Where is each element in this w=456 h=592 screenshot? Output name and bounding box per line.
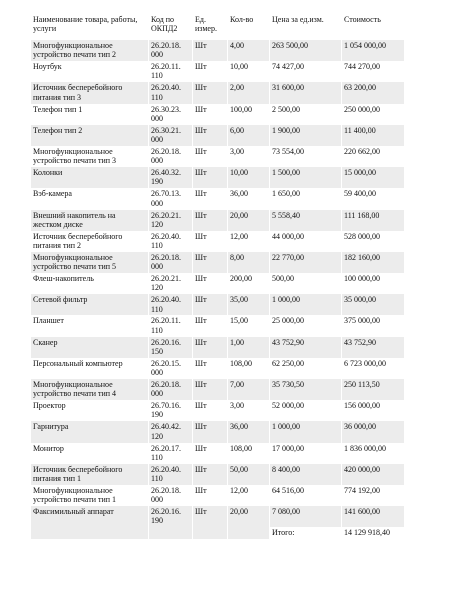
cell-cost: 100 000,00 (341, 273, 404, 294)
cell-unit-price: 73 554,00 (269, 146, 341, 167)
table-row (30, 252, 404, 273)
cell-item-name: Ноутбук (30, 61, 148, 82)
cell-okpd2-code: 26.20.40. 110 (148, 82, 192, 103)
cell-cost: 15 000,00 (341, 167, 404, 188)
cell-quantity: 36,00 (227, 421, 269, 442)
cell-unit: Шт (192, 146, 227, 167)
table-row (30, 379, 404, 400)
cell-item-name: Многофункциональное устройство печати тип 1 (30, 485, 148, 506)
cell-cost: 182 160,00 (341, 252, 404, 273)
cell-item-name: Многофункциональное устройство печати тип 4 (30, 379, 148, 400)
table-row (30, 294, 404, 315)
cell-cost: 744 270,00 (341, 61, 404, 82)
cell-quantity: 3,00 (227, 400, 269, 421)
cell-okpd2-code: 26.20.16. 150 (148, 337, 192, 358)
cell-unit: Шт (192, 61, 227, 82)
cell-okpd2-code: 26.40.32. 190 (148, 167, 192, 188)
cell-unit-price: 1 650,00 (269, 188, 341, 209)
cell-quantity: 8,00 (227, 252, 269, 273)
cell-cost: 1 054 000,00 (341, 40, 404, 61)
header-quantity: Кол-во (227, 14, 269, 40)
table-row (30, 167, 404, 188)
cell-item-name: Планшет (30, 315, 148, 336)
cell-cost: 36 000,00 (341, 421, 404, 442)
cell-quantity: 200,00 (227, 273, 269, 294)
cell-item-name: Сетевой фильтр (30, 294, 148, 315)
cell-quantity: 108,00 (227, 443, 269, 464)
cell-unit-price: 25 000,00 (269, 315, 341, 336)
cell-unit-price: 1 500,00 (269, 167, 341, 188)
cell-item-name: Внешний накопитель на жестком диске (30, 210, 148, 231)
cell-unit: Шт (192, 40, 227, 61)
cell-unit-price: 17 000,00 (269, 443, 341, 464)
cell-unit-price: 1 000,00 (269, 294, 341, 315)
cell-quantity: 4,00 (227, 40, 269, 61)
header-unit: Ед. измер. (192, 14, 227, 40)
cell-okpd2-code: 26.20.18. 000 (148, 485, 192, 506)
table-row (30, 231, 404, 252)
cell-cost: 6 723 000,00 (341, 358, 404, 379)
header-cost: Стоимость (341, 14, 404, 40)
table-footer (30, 527, 404, 539)
total-value: 14 129 918,40 (341, 527, 404, 539)
cell-cost: 250 000,00 (341, 104, 404, 125)
cell-okpd2-code: 26.40.42. 120 (148, 421, 192, 442)
table-row (30, 104, 404, 125)
cell-cost: 774 192,00 (341, 485, 404, 506)
table-row (30, 210, 404, 231)
cell-unit-price: 64 516,00 (269, 485, 341, 506)
cell-quantity: 6,00 (227, 125, 269, 146)
cell-unit: Шт (192, 400, 227, 421)
cell-unit: Шт (192, 210, 227, 231)
table-row (30, 506, 404, 527)
cell-okpd2-code: 26.20.16. 190 (148, 506, 192, 527)
cell-okpd2-code: 26.20.40. 110 (148, 464, 192, 485)
cell-unit: Шт (192, 485, 227, 506)
cell-unit: Шт (192, 273, 227, 294)
cell-okpd2-code: 26.20.18. 000 (148, 40, 192, 61)
cell-quantity: 10,00 (227, 167, 269, 188)
cell-quantity: 10,00 (227, 61, 269, 82)
cell-okpd2-code: 26.20.15. 000 (148, 358, 192, 379)
cell-unit-price: 35 730,50 (269, 379, 341, 400)
cell-unit-price: 263 500,00 (269, 40, 341, 61)
cell-cost: 35 000,00 (341, 294, 404, 315)
cell-unit: Шт (192, 188, 227, 209)
table-row (30, 40, 404, 61)
cell-okpd2-code: 26.20.11. 110 (148, 61, 192, 82)
header-row (30, 14, 404, 40)
cell-unit-price: 5 558,40 (269, 210, 341, 231)
cell-okpd2-code: 26.20.11. 110 (148, 315, 192, 336)
cell-cost: 111 168,00 (341, 210, 404, 231)
cell-unit: Шт (192, 464, 227, 485)
cell-unit-price: 22 770,00 (269, 252, 341, 273)
cell-cost: 375 000,00 (341, 315, 404, 336)
total-spacer-cell (148, 527, 192, 539)
cell-cost: 59 400,00 (341, 188, 404, 209)
table-row (30, 61, 404, 82)
cell-okpd2-code: 26.30.21. 000 (148, 125, 192, 146)
cell-unit-price: 8 400,00 (269, 464, 341, 485)
header-unit-price: Цена за ед.изм. (269, 14, 341, 40)
cell-item-name: Проектор (30, 400, 148, 421)
table-row (30, 315, 404, 336)
cell-item-name: Флеш-накопитель (30, 273, 148, 294)
cell-okpd2-code: 26.20.18. 000 (148, 146, 192, 167)
cell-item-name: Многофункциональное устройство печати тип 5 (30, 252, 148, 273)
table-row (30, 82, 404, 103)
cell-item-name: Многофункциональное устройство печати тип 3 (30, 146, 148, 167)
cell-unit: Шт (192, 82, 227, 103)
table-row (30, 125, 404, 146)
cell-cost: 63 200,00 (341, 82, 404, 103)
header-okpd2-code: Код по ОКПД2 (148, 14, 192, 40)
cell-unit-price: 44 000,00 (269, 231, 341, 252)
cell-item-name: Факсимильный аппарат (30, 506, 148, 527)
cell-item-name: Телефон тип 1 (30, 104, 148, 125)
cell-unit: Шт (192, 506, 227, 527)
cell-quantity: 3,00 (227, 146, 269, 167)
cell-item-name: Сканер (30, 337, 148, 358)
cell-quantity: 2,00 (227, 82, 269, 103)
cell-item-name: Колонки (30, 167, 148, 188)
cell-unit: Шт (192, 125, 227, 146)
cell-item-name: Монитор (30, 443, 148, 464)
cell-unit: Шт (192, 337, 227, 358)
header-item-name: Наименование товара, работы, услуги (30, 14, 148, 40)
cell-quantity: 100,00 (227, 104, 269, 125)
cell-unit: Шт (192, 104, 227, 125)
cell-item-name: Источник бесперебойного питания тип 2 (30, 231, 148, 252)
cell-cost: 1 836 000,00 (341, 443, 404, 464)
cell-unit: Шт (192, 294, 227, 315)
total-row (30, 527, 404, 539)
cell-okpd2-code: 26.20.18. 000 (148, 379, 192, 400)
table-body (30, 40, 404, 527)
cell-item-name: Гарнитура (30, 421, 148, 442)
cell-unit: Шт (192, 252, 227, 273)
cell-cost: 528 000,00 (341, 231, 404, 252)
cell-unit: Шт (192, 231, 227, 252)
cell-quantity: 15,00 (227, 315, 269, 336)
total-spacer-cell (192, 527, 227, 539)
table-row (30, 443, 404, 464)
table-row (30, 464, 404, 485)
cell-quantity: 20,00 (227, 506, 269, 527)
table-row (30, 400, 404, 421)
cell-unit-price: 74 427,00 (269, 61, 341, 82)
total-spacer-cell (30, 527, 148, 539)
cell-cost: 141 600,00 (341, 506, 404, 527)
total-spacer-cell (227, 527, 269, 539)
table-row (30, 337, 404, 358)
cell-okpd2-code: 26.20.17. 110 (148, 443, 192, 464)
cell-okpd2-code: 26.20.40. 110 (148, 294, 192, 315)
table-row (30, 188, 404, 209)
cell-quantity: 7,00 (227, 379, 269, 400)
cell-unit-price: 1 000,00 (269, 421, 341, 442)
cell-cost: 156 000,00 (341, 400, 404, 421)
cell-okpd2-code: 26.20.21. 120 (148, 210, 192, 231)
cell-cost: 43 752,90 (341, 337, 404, 358)
cell-quantity: 108,00 (227, 358, 269, 379)
cell-cost: 420 000,00 (341, 464, 404, 485)
cell-unit: Шт (192, 167, 227, 188)
cell-item-name: Телефон тип 2 (30, 125, 148, 146)
table-row (30, 358, 404, 379)
cell-unit-price: 31 600,00 (269, 82, 341, 103)
cell-okpd2-code: 26.20.21. 120 (148, 273, 192, 294)
procurement-spec-sheet (30, 14, 404, 539)
table-row (30, 485, 404, 506)
cell-okpd2-code: 26.20.18. 000 (148, 252, 192, 273)
cell-unit-price: 1 900,00 (269, 125, 341, 146)
cell-okpd2-code: 26.70.13. 000 (148, 188, 192, 209)
cell-unit-price: 500,00 (269, 273, 341, 294)
cell-quantity: 36,00 (227, 188, 269, 209)
cell-unit-price: 2 500,00 (269, 104, 341, 125)
cell-unit: Шт (192, 358, 227, 379)
cell-item-name: Вэб-камера (30, 188, 148, 209)
cell-unit-price: 43 752,90 (269, 337, 341, 358)
cell-item-name: Источник бесперебойного питания тип 1 (30, 464, 148, 485)
cell-cost: 11 400,00 (341, 125, 404, 146)
cell-unit-price: 7 080,00 (269, 506, 341, 527)
cell-okpd2-code: 26.20.40. 110 (148, 231, 192, 252)
cell-cost: 250 113,50 (341, 379, 404, 400)
cell-quantity: 20,00 (227, 210, 269, 231)
cell-okpd2-code: 26.70.16. 190 (148, 400, 192, 421)
total-label: Итого: (269, 527, 341, 539)
cell-unit: Шт (192, 421, 227, 442)
cell-quantity: 12,00 (227, 231, 269, 252)
table-row (30, 146, 404, 167)
table-header (30, 14, 404, 40)
cell-unit: Шт (192, 443, 227, 464)
cell-quantity: 12,00 (227, 485, 269, 506)
cell-okpd2-code: 26.30.23. 000 (148, 104, 192, 125)
cell-unit-price: 62 250,00 (269, 358, 341, 379)
table-row (30, 273, 404, 294)
cell-unit: Шт (192, 379, 227, 400)
cell-quantity: 1,00 (227, 337, 269, 358)
cell-item-name: Источник бесперебойного питания тип 3 (30, 82, 148, 103)
table-row (30, 421, 404, 442)
cell-quantity: 50,00 (227, 464, 269, 485)
cell-unit: Шт (192, 315, 227, 336)
cell-unit-price: 52 000,00 (269, 400, 341, 421)
cell-cost: 220 662,00 (341, 146, 404, 167)
cell-item-name: Многофункциональное устройство печати тип 2 (30, 40, 148, 61)
cell-quantity: 35,00 (227, 294, 269, 315)
cell-item-name: Персональный компьютер (30, 358, 148, 379)
goods-table (30, 14, 404, 539)
